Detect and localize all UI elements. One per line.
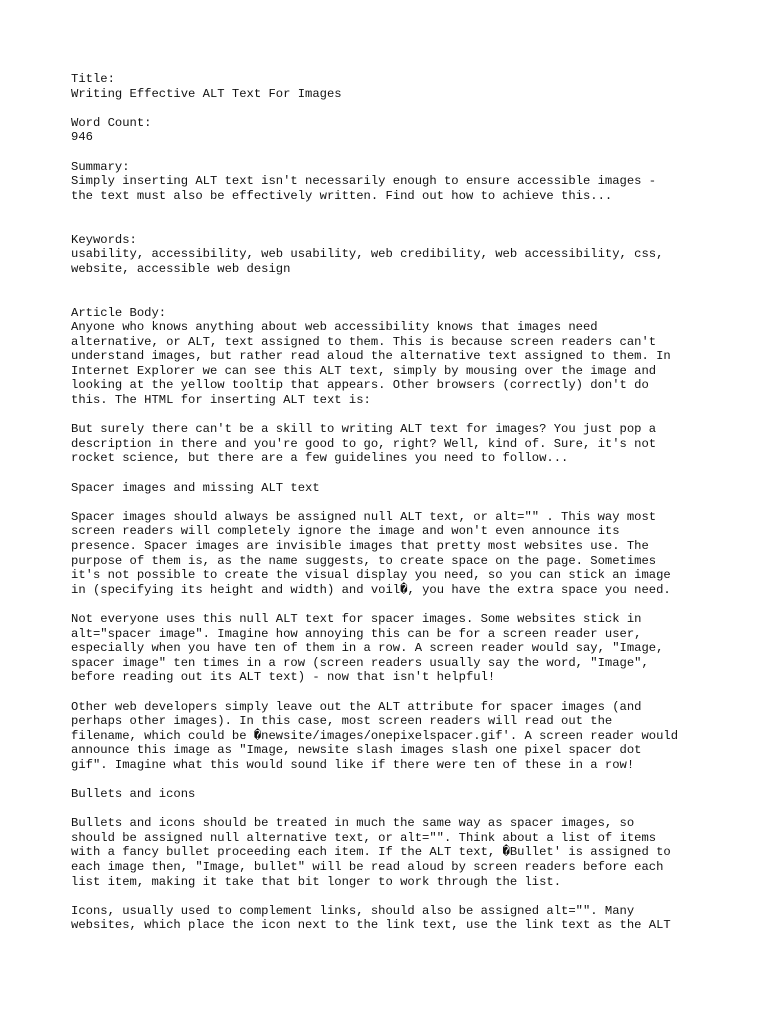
article-paragraph <box>71 700 711 773</box>
paragraph-line: spacer image" ten times in a row (screen readers usually say the word, "Image", <box>71 655 649 670</box>
spacer <box>71 408 711 423</box>
paragraph-line: Spacer images should always be assigned null ALT text, or alt="" . This way most <box>71 509 657 524</box>
paragraph-line: understand images, but rather read aloud the alternative text assigned to them. In <box>71 349 671 364</box>
paragraph-line: list item, making it take that bit longer to work through the list. <box>71 874 562 889</box>
paragraph-line: Spacer images and missing ALT text <box>71 480 320 495</box>
paragraph-line: presence. Spacer images are invisible images that pretty most websites use. The <box>71 539 649 553</box>
section-heading <box>71 787 711 802</box>
section-heading <box>71 481 711 496</box>
paragraph-line: But surely there can't be a skill to writing ALT text for images? You just pop a <box>71 422 657 437</box>
spacer <box>71 466 711 481</box>
paragraph-line: each image then, "Image, bullet" will be read aloud by screen readers before each <box>71 860 664 875</box>
paragraph-line: perhaps other images). In this case, most screen readers will read out the <box>71 714 613 729</box>
summary-line: Simply inserting ALT text isn't necessarily enough to ensure accessible images - <box>71 174 657 189</box>
summary-line: the text must also be effectively written. Find out how to achieve this... <box>71 188 613 203</box>
spacer <box>71 218 711 233</box>
paragraph-line: websites, which place the icon next to the link text, use the link text as the ALT <box>71 918 671 933</box>
spacer <box>71 773 711 788</box>
paragraph-line: should be assigned null alternative text, or alt="". Think about a list of items <box>71 830 657 845</box>
paragraph-line: Anyone who knows anything about web accessibility knows that images need <box>71 320 598 335</box>
article-paragraph <box>71 422 711 466</box>
spacer <box>71 802 711 817</box>
spacer <box>71 685 711 700</box>
spacer <box>71 145 711 160</box>
keywords-label: Keywords: <box>71 232 137 247</box>
article-paragraph <box>71 904 711 933</box>
article-paragraph <box>71 510 711 598</box>
paragraph-line: Not everyone uses this null ALT text for spacer images. Some websites stick in <box>71 611 642 626</box>
spacer <box>71 291 711 306</box>
paragraph-line: Internet Explorer we can see this ALT text, simply by mousing over the image and <box>71 363 657 378</box>
summary-label: Summary: <box>71 159 130 174</box>
paragraph-line: with a fancy bullet proceeding each item. If the ALT text, �Bullet' is assigned to <box>71 845 671 860</box>
paragraph-line: before reading out its ALT text) - now that isn't helpful! <box>71 670 496 685</box>
paragraph-line: Bullets and icons <box>71 787 196 802</box>
paragraph-line: screen readers will completely ignore the image and won't even announce its <box>71 524 620 539</box>
keywords-line: usability, accessibility, web usability, web credibility, web accessibility, css, <box>71 247 664 262</box>
spacer <box>71 597 711 612</box>
paragraph-line: it's not possible to create the visual display you need, so you can stick an image <box>71 568 671 583</box>
article-body <box>71 320 711 933</box>
paragraph-line: Other web developers simply leave out the ALT attribute for spacer images (and <box>71 699 642 714</box>
article-paragraph <box>71 612 711 685</box>
paragraph-line: filename, which could be �newsite/images/onepixelspacer.gif'. A screen reader would <box>71 728 679 743</box>
paragraph-line: alt="spacer image". Imagine how annoying this can be for a screen reader user, <box>71 626 642 641</box>
title-label: Title: <box>71 72 115 86</box>
paragraph-line: alternative, or ALT, text assigned to them. This is because screen readers can't <box>71 334 657 349</box>
spacer <box>71 101 711 116</box>
paragraph-line: this. The HTML for inserting ALT text is: <box>71 393 371 408</box>
paragraph-line: announce this image as "Image, newsite slash images slash one pixel spacer dot <box>71 743 642 758</box>
paragraph-line: in (specifying its height and width) and voil�, you have the extra space you need. <box>71 582 671 597</box>
word-count-label: Word Count: <box>71 115 152 130</box>
paragraph-line: gif". Imagine what this would sound like if there were ten of these in a row! <box>71 757 635 772</box>
keywords-line: website, accessible web design <box>71 261 291 276</box>
spacer <box>71 203 711 218</box>
paragraph-line: Icons, usually used to complement links, should also be assigned alt="". Many <box>71 903 635 918</box>
paragraph-line: rocket science, but there are a few guidelines you need to follow... <box>71 451 569 466</box>
article-body-label: Article Body: <box>71 305 167 320</box>
article-paragraph <box>71 320 711 408</box>
paragraph-line: especially when you have ten of them in a row. A screen reader would say, "Image, <box>71 641 664 656</box>
paragraph-line: purpose of them is, as the name suggests, to create space on the page. Sometimes <box>71 553 657 568</box>
document-title: Writing Effective ALT Text For Images <box>71 86 342 101</box>
article-paragraph <box>71 816 711 889</box>
spacer <box>71 889 711 904</box>
spacer <box>71 495 711 510</box>
spacer <box>71 276 711 291</box>
paragraph-line: looking at the yellow tooltip that appears. Other browsers (correctly) don't do <box>71 378 649 393</box>
paragraph-line: Bullets and icons should be treated in much the same way as spacer images, so <box>71 816 635 831</box>
paragraph-line: description in there and you're good to go, right? Well, kind of. Sure, it's not <box>71 436 657 451</box>
word-count-value: 946 <box>71 130 93 145</box>
document-page <box>71 72 711 933</box>
